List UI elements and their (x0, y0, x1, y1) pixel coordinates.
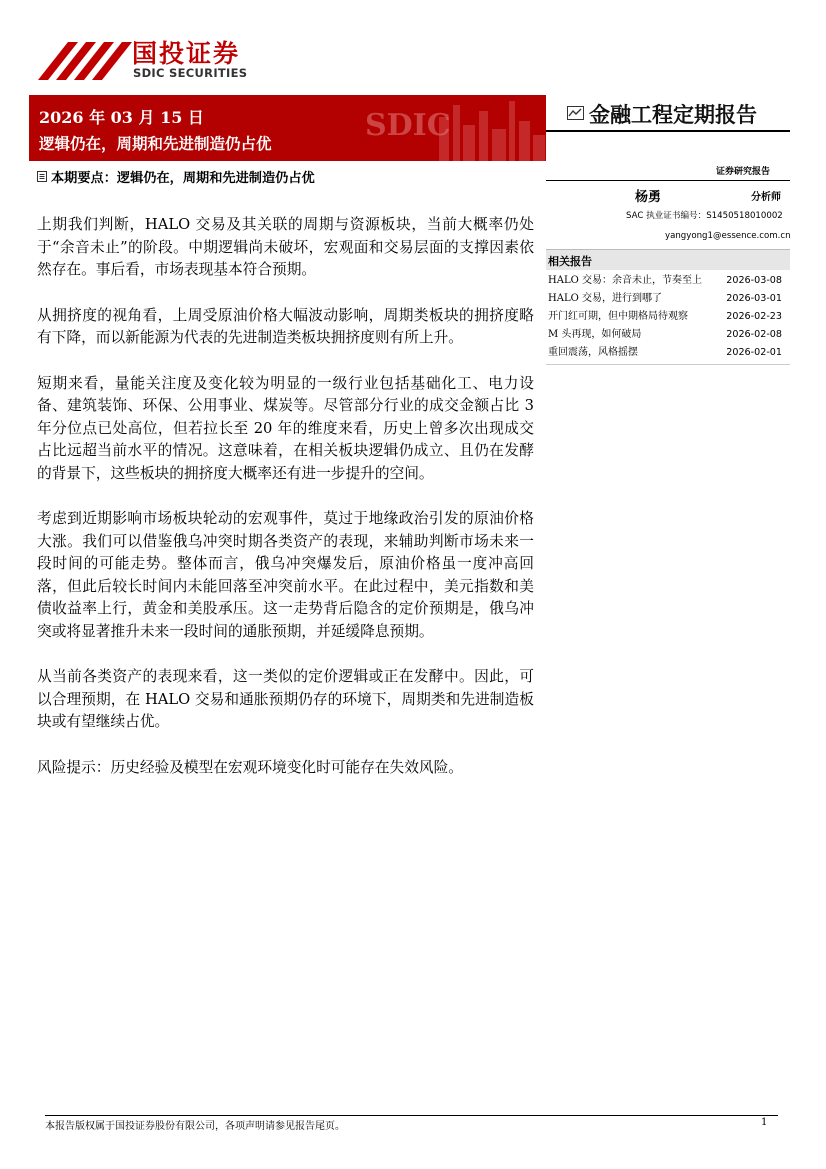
document-list-icon (37, 171, 47, 182)
research-report-tag: 证券研究报告 (716, 167, 771, 177)
related-report-date: 2026-02-08 (726, 329, 782, 340)
analyst-name: 杨勇 (635, 190, 662, 205)
related-reports-title: 相关报告 (548, 255, 592, 268)
report-type-title: 金融工程定期报告 (589, 102, 757, 127)
related-report-title[interactable]: 重回震荡，风格摇摆 (548, 347, 638, 358)
related-reports-header (546, 249, 790, 270)
related-report-item[interactable] (546, 308, 790, 326)
title-banner (29, 95, 546, 161)
related-report-title[interactable]: HALO 交易，进行到哪了 (548, 293, 662, 304)
city-skyline-watermark (359, 95, 546, 161)
line-chart-icon (567, 106, 584, 120)
analyst-email[interactable]: yangyong1@essence.com.cn (665, 231, 791, 241)
related-report-item[interactable] (546, 326, 790, 344)
related-report-date: 2026-03-08 (726, 275, 782, 286)
risk-warning: 风险提示：历史经验及模型在宏观环境变化时可能存在失效风险。 (37, 758, 463, 776)
footer-disclaimer: 本报告版权属于国投证券股份有限公司，各项声明请参见报告尾页。 (45, 1121, 345, 1132)
summary-heading: 本期要点：逻辑仍在，周期和先进制造仍占优 (51, 171, 315, 186)
body-paragraph: 考虑到近期影响市场板块轮动的宏观事件，莫过于地缘政治引发的原油价格大涨。我们可以借鉴俄乌冲突时期各类资产的表现，来辅助判断市场未来一段时间的可能走势。整体而言，俄乌冲突爆发后，原油价格虽一度冲高回落，但此后较长时间内未能回落至冲突前水平。在此过程中，美元指数和美债收益率上行，黄金和美股承压。这一走势背后隐含的定价预期是，俄乌冲突或将显著推升未来一段时间的通胀预期，并延缓降息预期。 (37, 510, 534, 640)
page-number: 1 (761, 1117, 768, 1128)
related-report-date: 2026-02-01 (726, 347, 782, 358)
body-paragraph: 短期来看，量能关注度及变化较为明显的一级行业包括基础化工、电力设备、建筑装饰、环保、公用事业、煤炭等。尽管部分行业的成交金额占比 3 年分位点已处高位，但若拉长至 20 年的维度来看，历史上曾多次出现成交占比远超当前水平的情况。这意味着，在相关板块逻辑仍成立、且仍在发酵的背景下，这些板块的拥挤度大概率还有进一步提升的空间。 (37, 374, 534, 482)
report-title: 逻辑仍在，周期和先进制造仍占优 (39, 134, 272, 153)
analyst-role: 分析师 (751, 192, 781, 203)
related-report-item[interactable] (546, 344, 790, 365)
related-reports-list (546, 272, 790, 365)
related-report-date: 2026-02-23 (726, 311, 782, 322)
related-report-title[interactable]: 开门红可期，但中期格局待观察 (548, 311, 688, 322)
body-paragraph: 上期我们判断，HALO 交易及其关联的周期与资源板块，当前大概率仍处于“余音未止”的阶段。中期逻辑尚未破坏，宏观面和交易层面的支撑因素依然存在。事后看，市场表现基本符合预期。 (37, 216, 534, 278)
related-report-date: 2026-03-01 (726, 293, 782, 304)
header-divider (546, 130, 790, 132)
related-report-title[interactable]: HALO 交易：余音未止，节奏至上 (548, 275, 702, 286)
analyst-divider (546, 180, 790, 181)
brand-name-en: SDIC SECURITIES (133, 66, 248, 80)
related-report-item[interactable] (546, 290, 790, 308)
body-paragraph: 从拥挤度的视角看，上周受原油价格大幅波动影响，周期类板块的拥挤度略有下降，而以新能源为代表的先进制造类板块拥挤度则有所上升。 (37, 306, 534, 346)
footer-divider (45, 1115, 778, 1116)
banner-watermark: SDIC (365, 108, 451, 143)
analyst-cert-number: SAC 执业证书编号：S1450518010002 (626, 211, 783, 221)
report-body (37, 214, 534, 802)
report-date: 2026 年 03 月 15 日 (39, 108, 204, 127)
related-report-item[interactable] (546, 272, 790, 290)
body-paragraph: 从当前各类资产的表现来看，这一类似的定价逻辑或正在发酵中。因此，可以合理预期，在 HALO 交易和通胀预期仍存的环境下，周期类和先进制造板块或有望继续占优。 (37, 668, 534, 730)
related-report-title[interactable]: M 头再现，如何破局 (548, 329, 642, 340)
brand-name-cn: 国投证券 (132, 39, 241, 68)
